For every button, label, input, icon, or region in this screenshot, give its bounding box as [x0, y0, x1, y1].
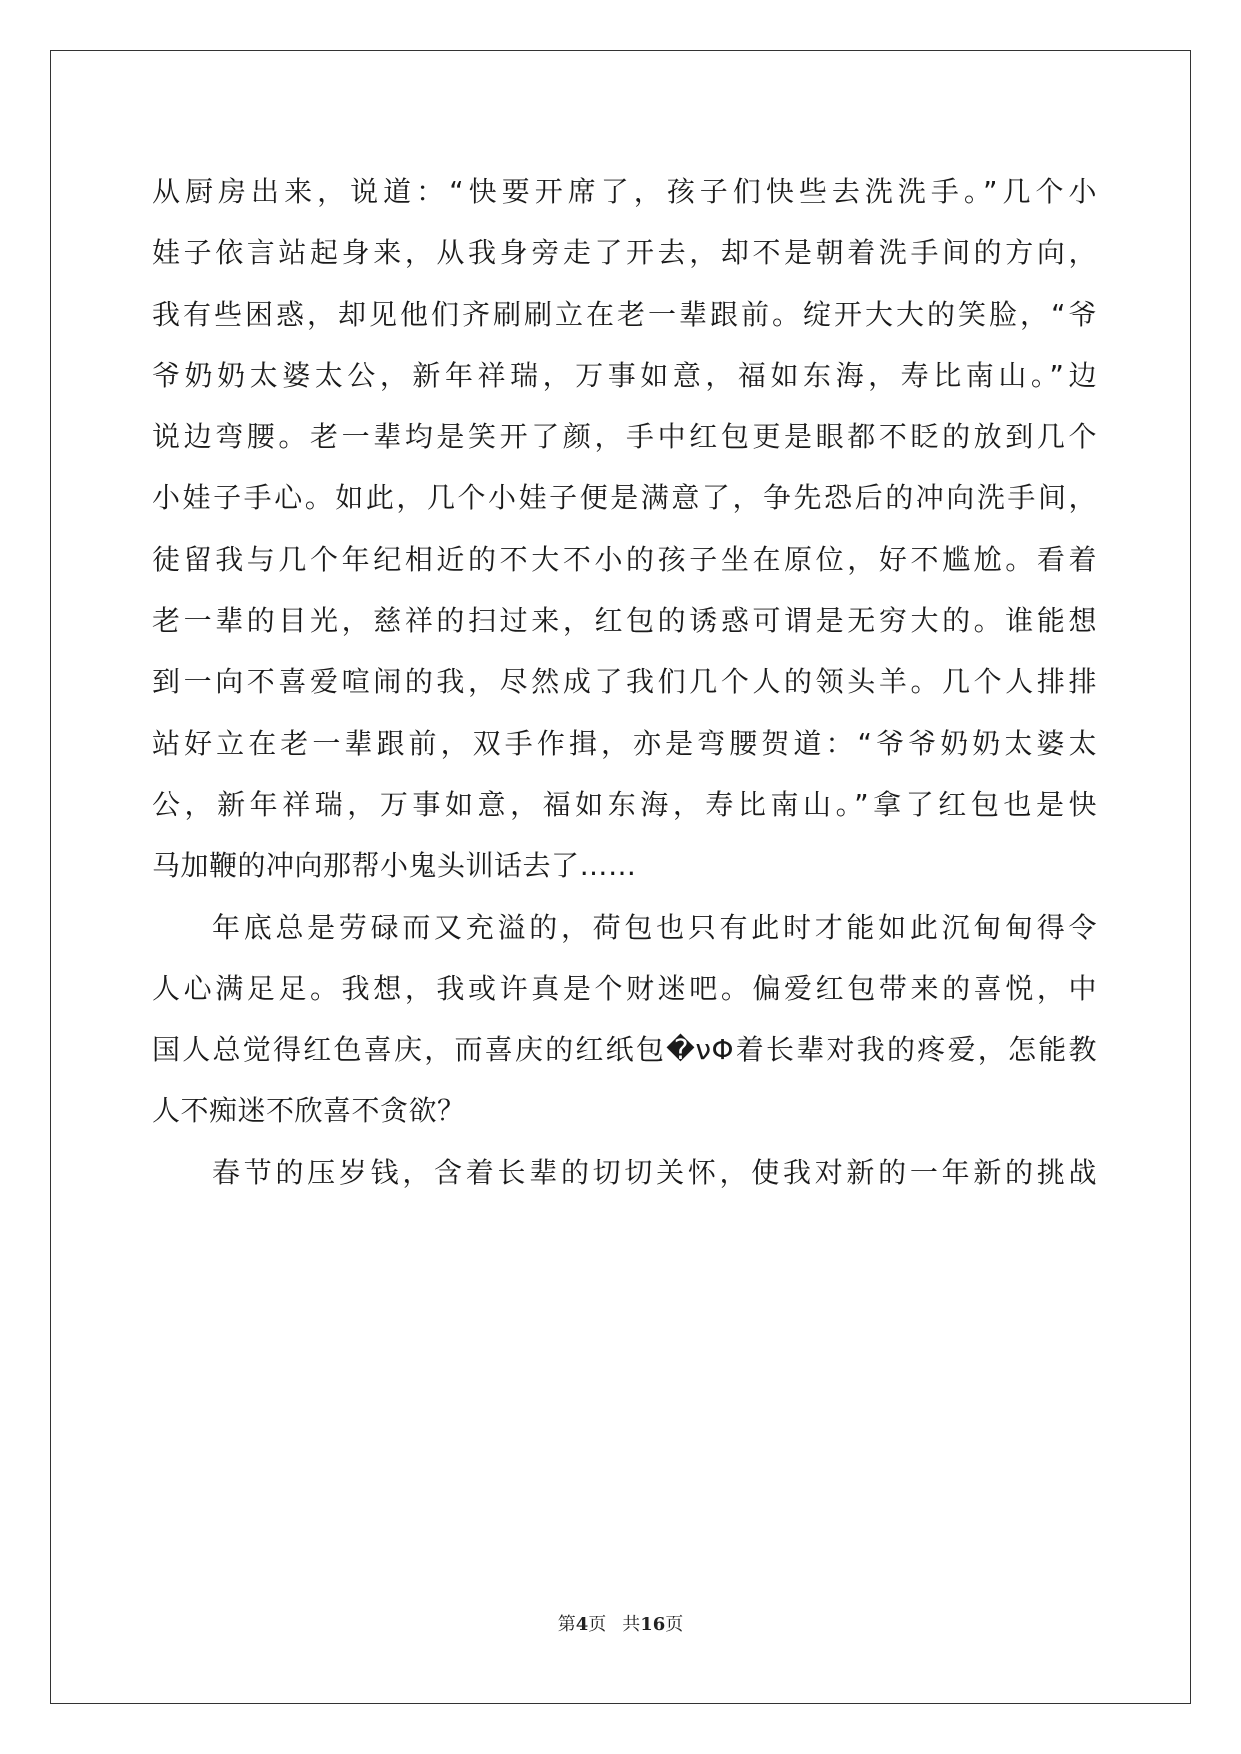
text-line: 从厨房出来，说道：“快要开席了，孩子们快些去洗洗手。”几个小 — [152, 175, 1097, 208]
total-pages: 16 — [640, 1614, 666, 1635]
text-line: 我有些困惑，却见他们齐刷刷立在老一辈跟前。绽开大大的笑脸，“爷 — [152, 297, 1097, 331]
text-line: 公，新年祥瑞，万事如意，福如东海，寿比南山。”拿了红包也是快 — [152, 787, 1097, 821]
text-line: 小娃子手心。如此，几个小娃子便是满意了，争先恐后的冲向洗手间， — [152, 481, 1097, 515]
text-line: 老一辈的目光，慈祥的扫过来，红包的诱惑可谓是无穷大的。谁能想 — [152, 604, 1097, 638]
text-line: 徒留我与几个年纪相近的不大不小的孩子坐在原位，好不尴尬。看着 — [152, 542, 1097, 576]
text-line: 到一向不喜爱喧闹的我，尽然成了我们几个人的领头羊。几个人排排 — [152, 665, 1097, 699]
document-body — [152, 161, 1097, 1203]
text-line: 人心满足足。我想，我或许真是个财迷吧。偏爱红包带来的喜悦，中 — [152, 971, 1097, 1005]
text-line: 国人总觉得红色喜庆，而喜庆的红纸包�νΦ着长辈对我的疼爱，怎能教 — [152, 1033, 1097, 1067]
total-label-prefix: 共 — [622, 1614, 641, 1635]
text-line: 站好立在老一辈跟前，双手作揖，亦是弯腰贺道：“爷爷奶奶太婆太 — [152, 726, 1097, 760]
total-label-suffix: 页 — [665, 1614, 684, 1635]
page-label-prefix: 第 — [557, 1614, 576, 1635]
text-line: 娃子依言站起身来，从我身旁走了开去，却不是朝着洗手间的方向， — [152, 236, 1097, 270]
text-line: 爷奶奶太婆太公，新年祥瑞，万事如意，福如东海，寿比南山。”边 — [152, 358, 1097, 392]
text-line: 马加鞭的冲向那帮小鬼头训话去了…… — [152, 849, 637, 883]
text-line: 人不痴迷不欣喜不贪欲？ — [152, 1094, 466, 1128]
text-line: 说边弯腰。老一辈均是笑开了颜，手中红包更是眼都不眨的放到几个 — [152, 420, 1097, 454]
paragraph-first-line: 春节的压岁钱，含着长辈的切切关怀，使我对新的一年新的挑战 — [212, 1155, 1097, 1189]
page-label-suffix: 页 — [588, 1614, 607, 1635]
paragraph-first-line: 年底总是劳碌而又充溢的，荷包也只有此时才能如此沉甸甸得令 — [212, 910, 1097, 944]
page-footer — [0, 1610, 1241, 1636]
page-number: 4 — [575, 1614, 589, 1635]
